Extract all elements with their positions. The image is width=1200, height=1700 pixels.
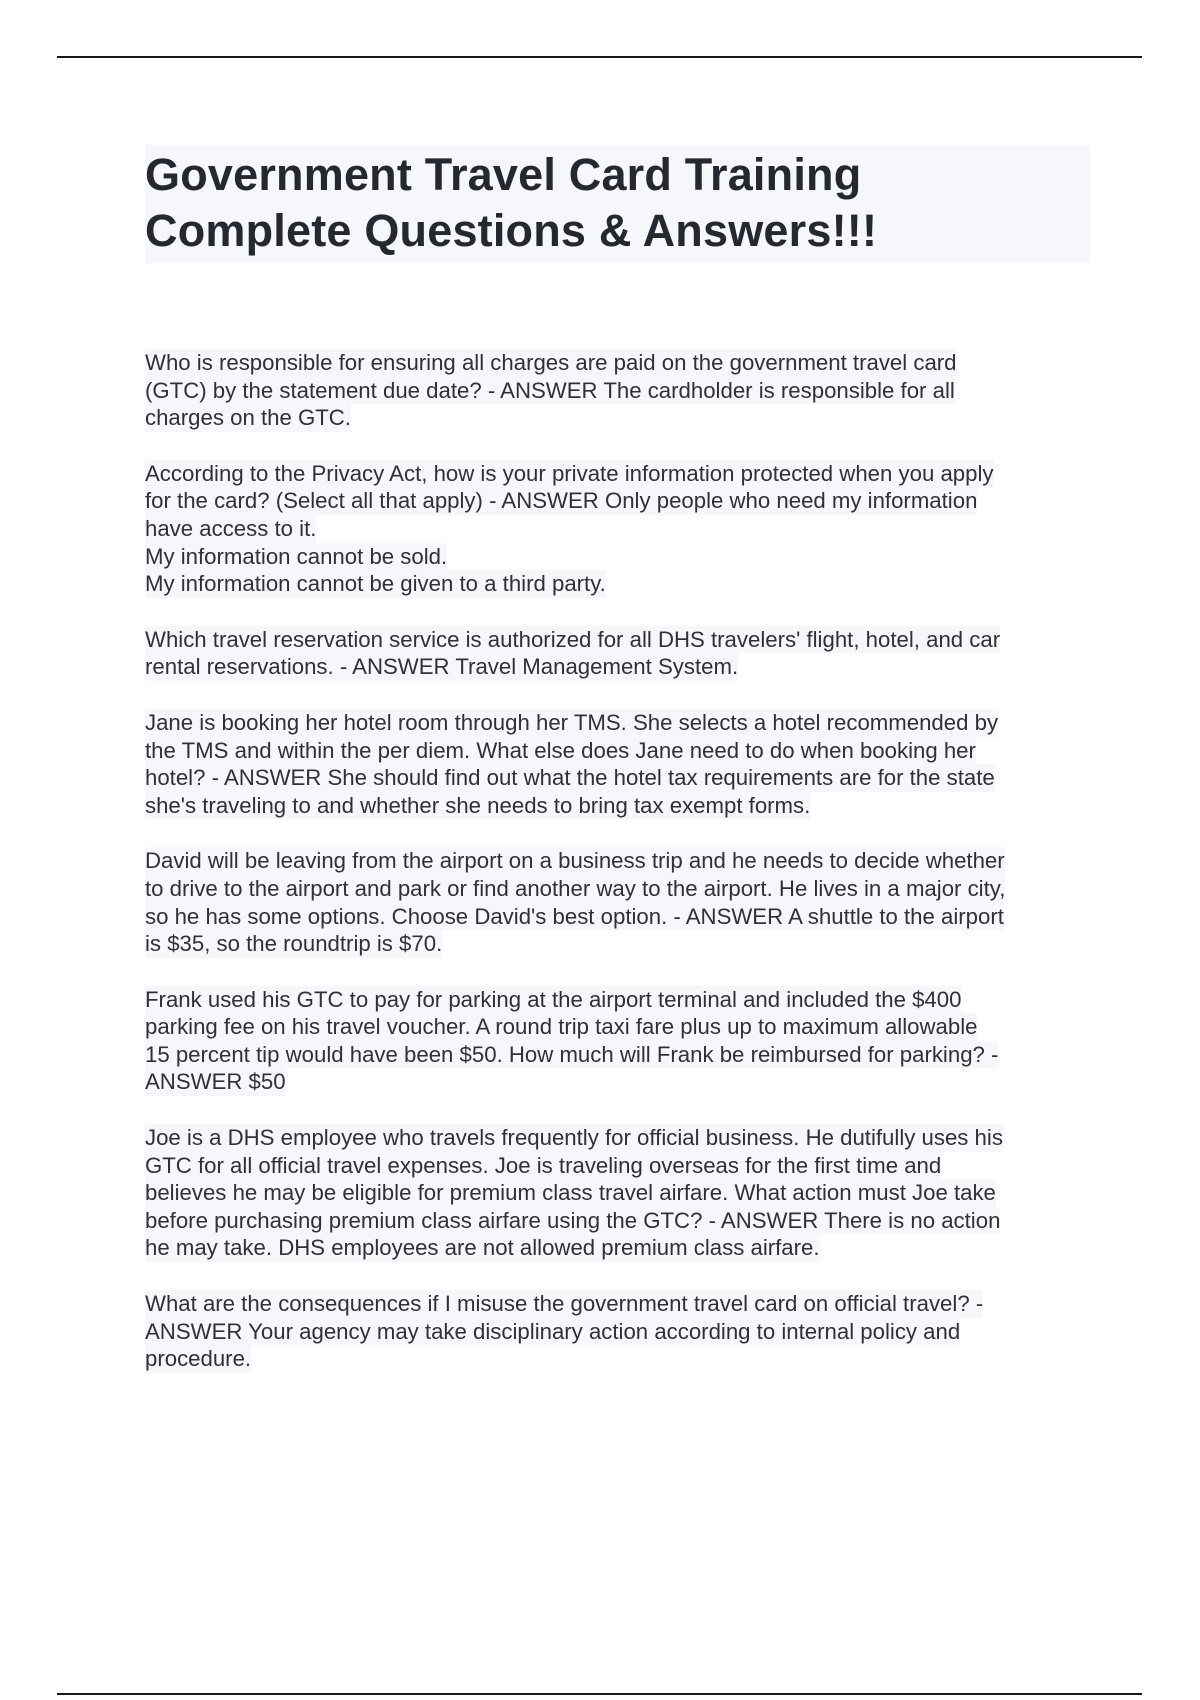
qa-text-line: parking fee on his travel voucher. A round trip taxi fare plus up to maximum allowable [145, 1014, 978, 1040]
qa-text-line: Jane is booking her hotel room through her TMS. She selects a hotel recommended by [145, 709, 999, 735]
qa-item [145, 986, 1090, 1096]
qa-item [145, 349, 1090, 432]
qa-item [145, 626, 1090, 681]
qa-text-line: According to the Privacy Act, how is your private information protected when you apply [145, 460, 994, 486]
qa-text-line: 15 percent tip would have been $50. How much will Frank be reimbursed for parking? - [145, 1041, 999, 1067]
title-line-2: Complete Questions & Answers!!! [145, 205, 878, 256]
qa-text-line: rental reservations. - ANSWER Travel Management System. [145, 654, 739, 680]
qa-text-line: is $35, so the roundtrip is $70. [145, 931, 443, 957]
qa-text-line: charges on the GTC. [145, 405, 351, 431]
qa-text-line: David will be leaving from the airport on a business trip and he needs to decide whether [145, 848, 1005, 874]
qa-text-line: he may take. DHS employees are not allowed premium class airfare. [145, 1235, 820, 1261]
qa-text-line: before purchasing premium class airfare using the GTC? - ANSWER There is no action [145, 1207, 1001, 1233]
qa-item [145, 1124, 1090, 1262]
footer-rule [57, 1693, 1142, 1695]
document-body [145, 145, 1090, 1401]
qa-text-line: My information cannot be sold. [145, 543, 448, 569]
qa-text-line: What are the consequences if I misuse the government travel card on official travel? - [145, 1291, 984, 1317]
document-title [145, 145, 1090, 263]
qa-text-line: (GTC) by the statement due date? - ANSWER The cardholder is responsible for all [145, 377, 955, 403]
title-line-1: Government Travel Card Training [145, 149, 862, 200]
qa-text-line: Which travel reservation service is authorized for all DHS travelers' flight, hotel, and car [145, 626, 1001, 652]
qa-text-line: My information cannot be given to a third party. [145, 571, 606, 597]
qa-text-line: procedure. [145, 1346, 252, 1372]
header-rule [57, 56, 1142, 58]
qa-item [145, 460, 1090, 598]
qa-text-line: for the card? (Select all that apply) - ANSWER Only people who need my information [145, 488, 978, 514]
qa-item [145, 847, 1090, 957]
qa-text-line: so he has some options. Choose David's best option. - ANSWER A shuttle to the airport [145, 903, 1004, 929]
qa-text-line: believes he may be eligible for premium class travel airfare. What action must Joe take [145, 1180, 996, 1206]
qa-text-line: ANSWER Your agency may take disciplinary action according to internal policy and [145, 1318, 961, 1344]
qa-text-line: Who is responsible for ensuring all charges are paid on the government travel card [145, 350, 957, 375]
qa-list [145, 349, 1090, 1373]
qa-text-line: GTC for all official travel expenses. Joe is traveling overseas for the first time and [145, 1152, 942, 1178]
qa-item [145, 709, 1090, 819]
qa-text-line: have access to it. [145, 515, 317, 541]
qa-item [145, 1290, 1090, 1373]
qa-text-line: Frank used his GTC to pay for parking at the airport terminal and included the $400 [145, 986, 962, 1012]
qa-text-line: Joe is a DHS employee who travels frequently for official business. He dutifully uses his [145, 1125, 1003, 1151]
qa-text-line: the TMS and within the per diem. What else does Jane need to do when booking her [145, 737, 976, 763]
qa-text-line: to drive to the airport and park or find another way to the airport. He lives in a major city, [145, 875, 1006, 901]
qa-text-line: hotel? - ANSWER She should find out what the hotel tax requirements are for the state [145, 765, 995, 791]
qa-text-line: she's traveling to and whether she needs to bring tax exempt forms. [145, 792, 811, 818]
qa-text-line: ANSWER $50 [145, 1069, 286, 1095]
